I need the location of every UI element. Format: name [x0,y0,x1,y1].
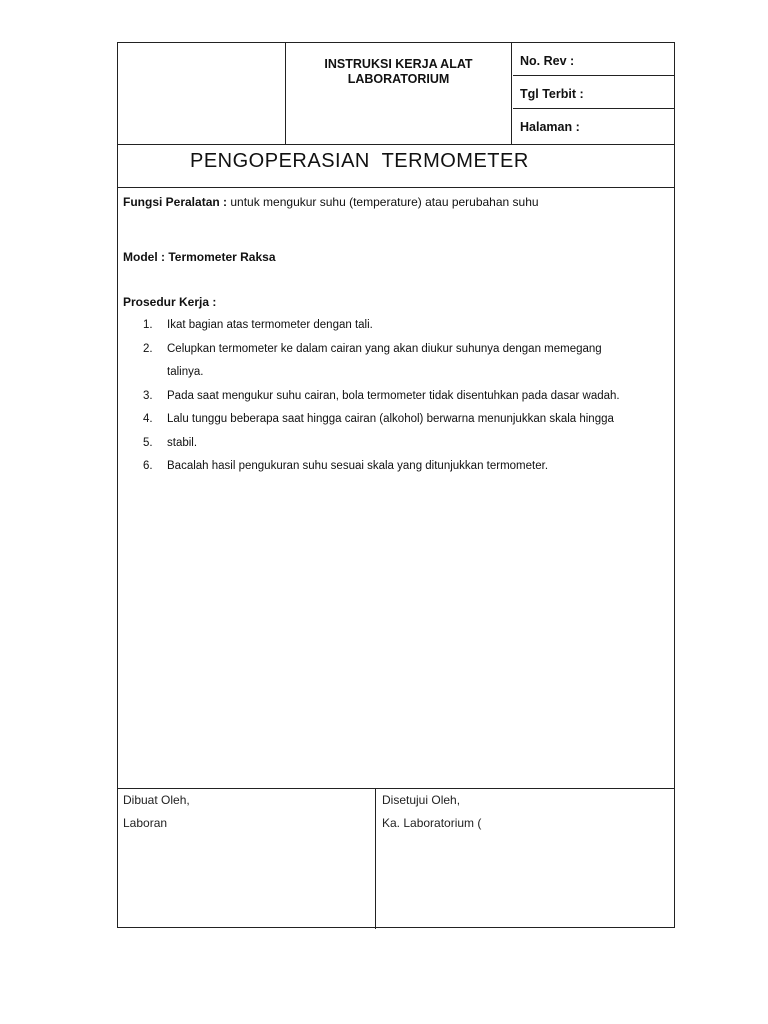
made-by-role: Laboran [123,816,168,830]
signature-section [118,788,674,929]
header-title-line2: LABORATORIUM [347,72,450,86]
step-text: Lalu tunggu beberapa saat hingga cairan (alkohol) berwarna menunjukkan skala hingga [167,413,614,425]
page-title: PENGOPERASIAN TERMOMETER [190,150,529,172]
no-rev-field: No. Rev : [513,43,674,76]
list-item [143,460,663,484]
fungsi-line [123,195,539,209]
document-header [118,43,674,145]
approved-by-role: Ka. Laboratorium ( [382,816,482,830]
fungsi-value: untuk mengukur suhu (temperature) atau perubahan suhu [227,195,539,209]
list-item [143,437,663,461]
tgl-terbit-field: Tgl Terbit : [513,76,674,109]
step-text: Bacalah hasil pengukuran suhu sesuai skala yang ditunjukkan termometer. [167,460,549,472]
document-body [118,187,674,787]
made-by-label: Dibuat Oleh, [123,793,190,807]
prosedur-label: Prosedur Kerja : [123,295,217,309]
list-item [143,343,663,367]
step-text: stabil. [167,436,198,449]
signature-approved-by [377,789,674,929]
procedure-list [143,319,663,484]
step-number: 6. [143,460,153,472]
step-number: 1. [143,319,153,331]
fungsi-label: Fungsi Peralatan : [123,195,228,209]
step-text: talinya. [167,366,204,378]
signature-made-by [118,789,376,929]
step-text: Celupkan termometer ke dalam cairan yang akan diukur suhunya dengan memegang [167,342,602,355]
step-number: 3. [143,389,153,402]
title-row [118,144,674,188]
list-item [143,366,663,390]
list-item [143,390,663,414]
step-number: 2. [143,342,153,355]
step-number: 4. [143,413,153,425]
approved-by-label: Disetujui Oleh, [382,793,461,807]
work-instruction-document [117,42,675,928]
halaman-field: Halaman : [520,120,580,134]
header-meta [513,43,674,144]
step-text: Pada saat mengukur suhu cairan, bola termometer tidak disentuhkan pada dasar wadah. [167,389,620,402]
header-title-line1: INSTRUKSI KERJA ALAT [324,57,473,71]
list-item [143,319,663,343]
header-title [286,43,512,144]
list-item [143,413,663,437]
step-number: 5. [143,436,153,449]
model-line: Model : Termometer Raksa [123,250,276,264]
step-text: Ikat bagian atas termometer dengan tali. [167,319,373,331]
logo-cell [118,43,286,144]
